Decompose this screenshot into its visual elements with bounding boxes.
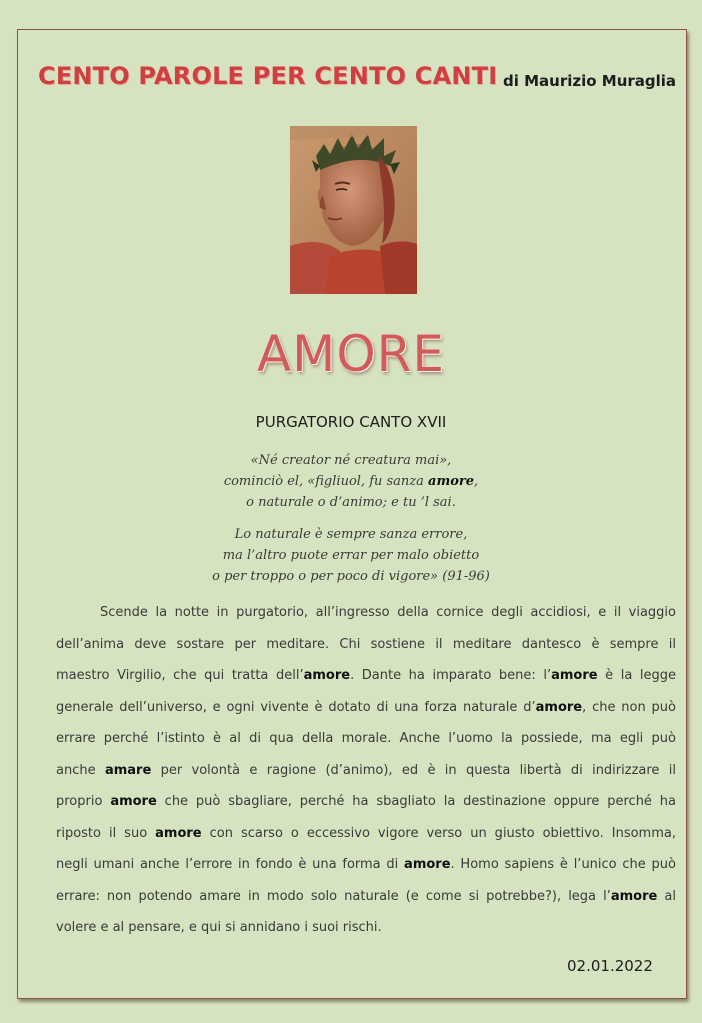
- keyword-highlight: amore: [303, 668, 351, 683]
- keyword-highlight: amore: [404, 857, 451, 872]
- paragraph-line: volere e al pensare, e qui si annidano i suoi rischi.: [56, 920, 382, 935]
- paragraph-line: riposto il suo amore con scarso o eccessivo vigore verso un giusto obiettivo. Insomma,: [56, 825, 676, 841]
- dante-portrait-image: [290, 126, 417, 294]
- author-byline: di Maurizio Muraglia: [503, 72, 677, 90]
- verse-line: o per troppo o per poco di vigore» (91-96): [212, 569, 490, 584]
- paragraph-line: maestro Virgilio, che qui tratta dell’amore. Dante ha imparato bene: l’amore è la legge: [56, 668, 677, 683]
- paragraph-line: generale dell’universo, e ogni vivente è dotato di una forza naturale d’amore, che non può: [56, 699, 677, 715]
- verse-line: cominciò el, «figliuol, fu sanza amore,: [223, 474, 479, 489]
- paragraph-line: negli umani anche l’errore in fondo è una forma di amore. Homo sapiens è l’unico che può: [56, 857, 676, 872]
- keyword-title: AMORE: [256, 325, 446, 383]
- series-title: CENTO PAROLE PER CENTO CANTI: [38, 62, 498, 90]
- commentary-paragraph: [56, 600, 676, 947]
- verse-line: Lo naturale è sempre sanza errore,: [234, 527, 468, 542]
- keyword-highlight: amare: [104, 762, 152, 778]
- paragraph-line: errare perché l’istinto è al di qua della morale. Anche l’uomo la possiede, ma egli può: [56, 731, 676, 746]
- paragraph-line: Scende la notte in purgatorio, all’ingresso della cornice degli accidiosi, e il viaggio: [100, 605, 676, 620]
- verse-line: ma l’altro puote errar per malo obietto: [222, 548, 480, 563]
- keyword-highlight: amore: [535, 699, 583, 715]
- verse-stanza-2: [0, 524, 702, 587]
- canto-reference: PURGATORIO CANTO XVII: [255, 413, 447, 431]
- keyword-highlight: amore: [428, 474, 475, 489]
- verse-stanza-1: [0, 450, 702, 513]
- paragraph-line: dell’anima deve sostare per meditare. Chi sostiene il meditare dantesco è sempre il: [56, 636, 676, 652]
- verse-line: «Né creator né creatura mai»,: [250, 453, 452, 468]
- keyword-highlight: amore: [551, 668, 598, 683]
- paragraph-line: anche amare per volontà e ragione (d’animo), ed è in questa libertà di indirizzare il: [56, 762, 676, 778]
- keyword-highlight: amore: [610, 888, 658, 904]
- keyword-highlight: amore: [110, 794, 157, 809]
- paragraph-line: proprio amore che può sbagliare, perché ha sbagliato la destinazione oppure perché ha: [56, 794, 677, 809]
- keyword-highlight: amore: [155, 825, 202, 841]
- verse-line: o naturale o d’animo; e tu ’l sai.: [246, 495, 456, 510]
- paragraph-line: errare: non potendo amare in modo solo naturale (e come si potrebbe?), lega l’amore al: [56, 888, 676, 904]
- publication-date: 02.01.2022: [567, 957, 653, 975]
